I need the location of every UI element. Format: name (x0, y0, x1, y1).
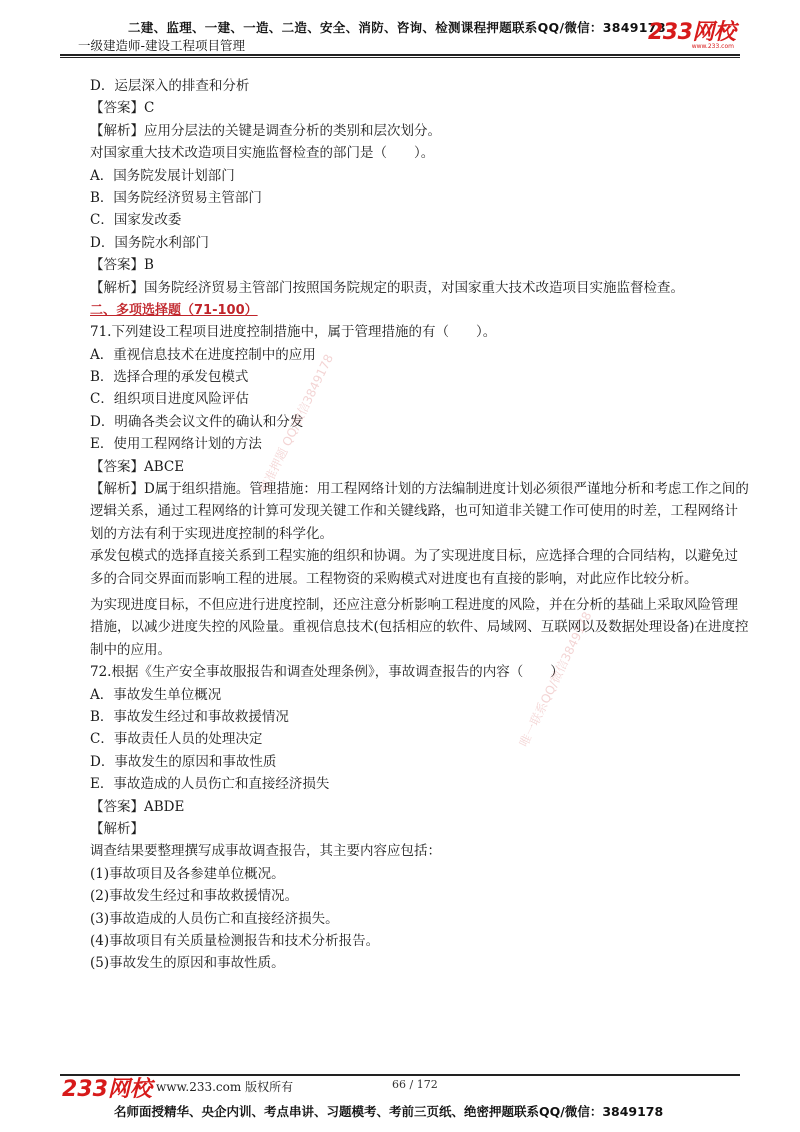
document-body (90, 75, 750, 975)
footer-contact-banner: 名师面授精华、央企内训、考点串讲、习题模考、考前三页纸、绝密押题联系QQ/微信：3849178 (114, 1104, 664, 1119)
header-divider (60, 54, 740, 56)
option-line: E．使用工程网络计划的方法 (90, 436, 262, 453)
option-line: D．国务院水利部门 (90, 234, 209, 251)
brand-logo-text: 233网校 (648, 20, 736, 45)
brand-logo-bottom: 233网校 (62, 1077, 152, 1102)
option-line: D．明确各类会议文件的确认和分发 (90, 413, 304, 430)
explanation-line: 【解析】应用分层法的关键是调查分析的类别和层次划分。 (90, 122, 441, 139)
answer-line: 【答案】ABCE (90, 458, 185, 475)
question-stem: 71.下列建设工程项目进度控制措施中，属于管理措施的有（ ）。 (90, 324, 497, 341)
list-item: (3)事故造成的人员伤亡和直接经济损失。 (90, 910, 339, 927)
answer-line: 【答案】B (90, 257, 154, 274)
footer-copyright: www.233.com 版权所有 (156, 1080, 294, 1094)
list-item: (1)事故项目及各参建单位概况。 (90, 865, 285, 882)
option-line: A．国务院发展计划部门 (90, 167, 235, 184)
header-subtitle: 一级建造师-建设工程项目管理 (78, 38, 246, 53)
option-line: D．事故发生的原因和事故性质 (90, 753, 277, 770)
list-item: (4)事故项目有关质量检测报告和技术分析报告。 (90, 932, 380, 949)
header-contact-banner: 二建、监理、一建、一造、二造、安全、消防、咨询、检测课程押题联系QQ/微信：3849178 (128, 20, 666, 35)
explanation-paragraph: 承发包模式的选择直接关系到工程实施的组织和协调。为了实现进度目标，应选择合理的合同结构，以避免过多的合同交界面而影响工程的进展。工程物资的采购模式对进度也有直接的影响，对此应作比较分析。 (90, 548, 738, 587)
watermark: 唯一联系QQ/微信3849178 (516, 609, 595, 750)
option-line: B．国务院经济贸易主管部门 (90, 189, 262, 206)
footer-divider (60, 1074, 740, 1076)
option-line: D．运层深入的排查和分析 (90, 78, 250, 94)
question-stem: 对国家重大技术改造项目实施监督检查的部门是（ ）。 (90, 145, 435, 162)
option-line: C．组织项目进度风险评估 (90, 391, 249, 408)
explanation-label: 【解析】 (90, 821, 144, 838)
question-stem: 72.根据《生产安全事故服报告和调查处理条例》，事故调查报告的内容（ ） (90, 664, 564, 681)
option-line: B．事故发生经过和事故救援情况 (90, 709, 289, 726)
answer-line: 【答案】ABDE (90, 798, 185, 815)
page-number: 66 / 172 (392, 1078, 438, 1091)
option-line: A．重视信息技术在进度控制中的应用 (90, 346, 316, 363)
brand-logo-url: www.233.com (691, 43, 734, 50)
section-title-text: 二、多项选择题（71-100） (90, 302, 258, 318)
list-item: (5)事故发生的原因和事故性质。 (90, 955, 285, 972)
explanation-paragraph: 【解析】D属于组织措施。管理措施：用工程网络计划的方法编制进度计划必须很严谨地分析和考虑工作之间的逻辑关系，通过工程网络的计算可发现关键工作和关键线路，也可知道非关键工作可使用的时差，工程网络计划的方法有利于实现进度控制的科学化。 (90, 481, 749, 542)
answer-line: 【答案】C (90, 100, 155, 117)
explanation-intro: 调查结果要整理撰写成事故调查报告，其主要内容应包括： (90, 843, 441, 860)
watermark: 精准押题 QQ/微信3849178 (256, 352, 337, 496)
header-divider-thin (60, 57, 740, 58)
list-item: (2)事故发生经过和事故救援情况。 (90, 888, 299, 905)
section-title (90, 299, 750, 321)
option-line: C．事故责任人员的处理决定 (90, 731, 263, 748)
option-line: C．国家发改委 (90, 212, 182, 229)
brand-logo-top (648, 22, 740, 52)
option-line: B．选择合理的承发包模式 (90, 369, 249, 386)
explanation-paragraph: 为实现进度目标，不但应进行进度控制，还应注意分析影响工程进度的风险，并在分析的基础上采取风险管理措施，以减少进度失控的风险量。重视信息技术(包括相应的软件、局域网、互联网以及数据处理设备)在进度控制中的应用。 (90, 597, 749, 658)
option-line: E．事故造成的人员伤亡和直接经济损失 (90, 776, 330, 793)
explanation-paragraph: 【解析】国务院经济贸易主管部门按照国务院规定的职责，对国家重大技术改造项目实施监督检查。 (90, 279, 684, 296)
option-line: A．事故发生单位概况 (90, 686, 222, 703)
